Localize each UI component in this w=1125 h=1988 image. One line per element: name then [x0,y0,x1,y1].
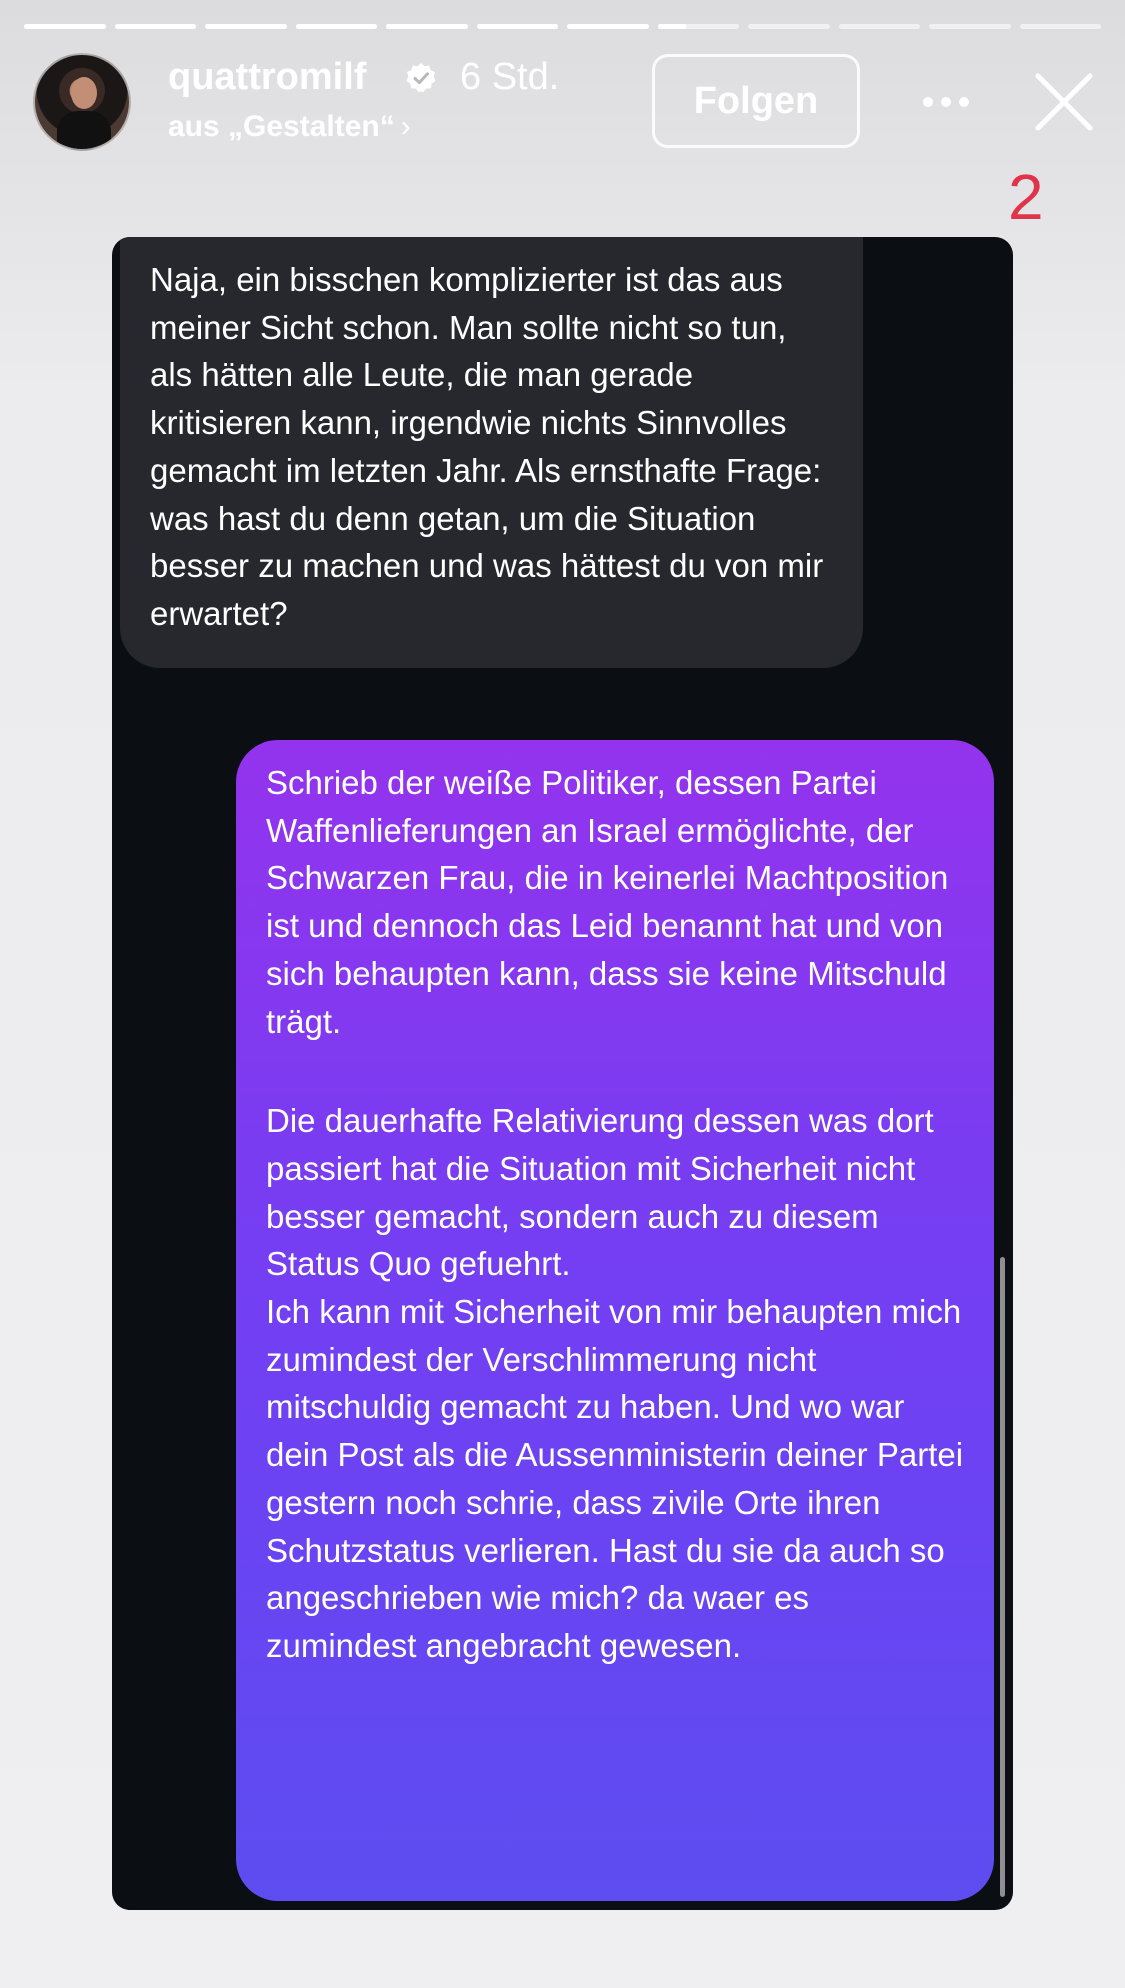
progress-segment [477,24,559,29]
progress-segment [386,24,468,29]
progress-segment [115,24,197,29]
progress-segment [929,24,1011,29]
progress-segment [839,24,921,29]
more-icon[interactable] [918,78,974,126]
chat-screenshot [112,237,1013,1910]
progress-segment-fill [658,24,687,29]
outgoing-message-paragraph: Schrieb der weiße Politiker, dessen Partei Waffenlieferungen an Israel ermöglichte, der Schwarzen Frau, die in keinerlei Machtposition ist und dennoch das Leid benannt hat und von sich behaupten kann, dass sie keine Mitschuld trägt. [266,764,949,1040]
progress-segment-fill [115,24,197,29]
outgoing-message-paragraph: Die dauerhafte Relativierung dessen was dort passiert hat die Situation mit Sicherheit nicht besser gemacht, sondern auch zu diesem Status Quo gefuehrt. [266,1102,934,1283]
incoming-message-text: Naja, ein bisschen komplizierter ist das aus meiner Sicht schon. Man sollte nicht so tun, als hätten alle Leute, die man gerade kritisieren kann, irgendwie nichts Sinnvolles gemacht im letzten Jahr. Als ernsthafte Frage: was hast du denn getan, um die Situation besser zu machen und was hättest du von mir erwartet? [150,261,824,632]
close-icon[interactable] [1032,70,1096,134]
outgoing-message-paragraph: Ich kann mit Sicherheit von mir behaupten mich zumindest der Verschlimmerung nicht mitschuldig gemacht zu haben. Und wo war dein Post als die Aussenministerin deiner Partei gestern noch schrie, dass zivile Orte ihren Schutzstatus verlieren. Hast du sie da auch so angeschrieben wie mich? da waer es zumindest angebracht gewesen. [266,1293,964,1664]
chevron-right-icon: › [400,110,411,143]
avatar-body [57,111,111,151]
progress-segment-fill [24,24,106,29]
progress-segment [658,24,740,29]
verified-badge-icon [405,62,437,94]
progress-segment [1020,24,1102,29]
progress-segment-fill [477,24,559,29]
scrollbar[interactable] [1000,1257,1005,1897]
username[interactable]: quattromilf [168,56,367,98]
source-link[interactable] [168,110,411,144]
progress-segment [748,24,830,29]
incoming-message-bubble [120,237,863,668]
progress-segment [296,24,378,29]
follow-button[interactable]: Folgen [652,54,860,148]
progress-segment-fill [205,24,287,29]
avatar[interactable] [33,53,131,151]
story-progress-bar [24,24,1101,29]
progress-segment [205,24,287,29]
progress-segment [24,24,106,29]
outgoing-message-bubble [236,740,994,1901]
source-label: aus „Gestalten“ [168,110,395,143]
handwritten-page-number: 2 [1008,161,1044,233]
post-time: 6 Std. [460,56,560,98]
progress-segment-fill [386,24,468,29]
avatar-face [71,77,97,109]
progress-segment-fill [567,24,649,29]
progress-segment-fill [296,24,378,29]
progress-segment [567,24,649,29]
